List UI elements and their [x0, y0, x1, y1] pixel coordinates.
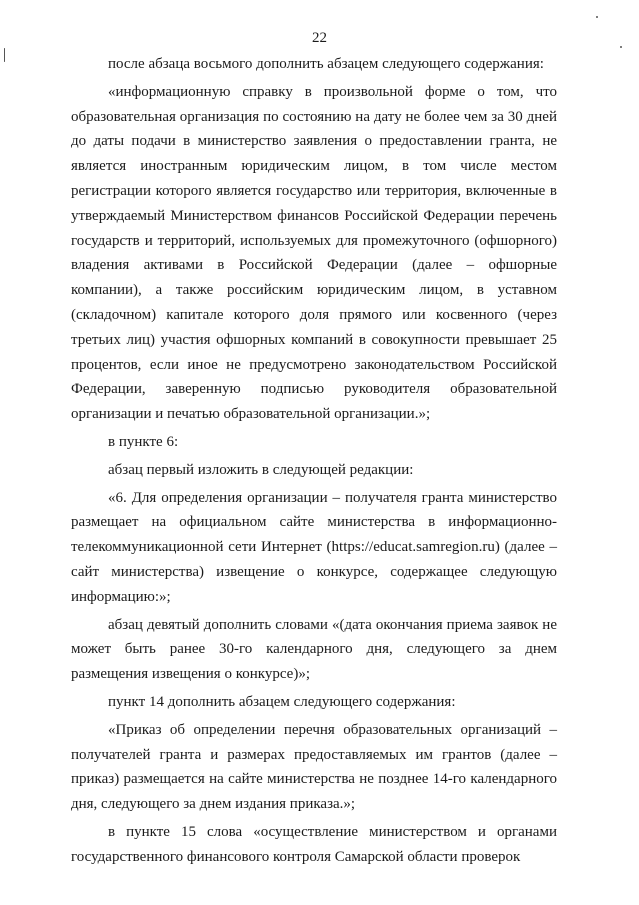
document-body: [71, 52, 557, 870]
page-number: 22: [312, 30, 327, 46]
scan-speck: [620, 46, 622, 48]
paragraph-quote-item-6: «6. Для определения организации – получателя гранта министерство размещает на официальном сайте министерства в информационно-телекоммуникационной сети Интернет (https://educat.samregion.ru) (далее – сайт министерства) извещение о конкурсе, содержащее следующую информацию:»;: [71, 489, 557, 605]
scan-speck: [4, 48, 5, 62]
paragraph-item-15: в пункте 15 слова «осуществление министерством и органами государственного финансового контроля Самарской области проверок: [71, 823, 557, 865]
paragraph-intro: после абзаца восьмого дополнить абзацем следующего содержания:: [108, 56, 544, 72]
paragraph-ninth-abzac: абзац девятый дополнить словами «(дата окончания приема заявок не может быть ранее 30-го календарного дня, следующего за днем размещения извещения о конкурсе)»;: [71, 616, 557, 683]
paragraph-item-6: в пункте 6:: [108, 433, 179, 450]
scan-speck: [596, 16, 598, 18]
paragraph-quote-order: «Приказ об определении перечня образовательных организаций – получателей гранта и размерах предоставляемых им грантов (далее – приказ) размещается на сайте министерства не позднее 14-го календарного дня, следующего за днем издания приказа.»;: [71, 721, 557, 813]
paragraph-first-abzac: абзац первый изложить в следующей редакции:: [108, 461, 414, 478]
paragraph-quote-certificate: «информационную справку в произвольной форме о том, что образовательная организация по состоянию на дату не более чем за 30 дней до даты подачи в министерство заявления о предоставлении гранта, не является иностранным юридическим лицом, в том числе местом регистрации которого является государство или территория, включенные в утверждаемый Министерством финансов Российской Федерации перечень государств и территорий, используемых для промежуточного (офшорного) владения активами в Российской Федерации (далее – офшорные компании), а также российским юридическим лицом, в уставном (складочном) капитале которого доля прямого или косвенного (через третьих лиц) участия офшорных компаний в совокупности превышает 25 процентов, если иное не предусмотрено законодательством Российской Федерации, заверенную подписью руководителя образовательной организации и печатью образовательной организации.»;: [71, 83, 557, 423]
paragraph-item-14: пункт 14 дополнить абзацем следующего содержания:: [108, 693, 456, 710]
